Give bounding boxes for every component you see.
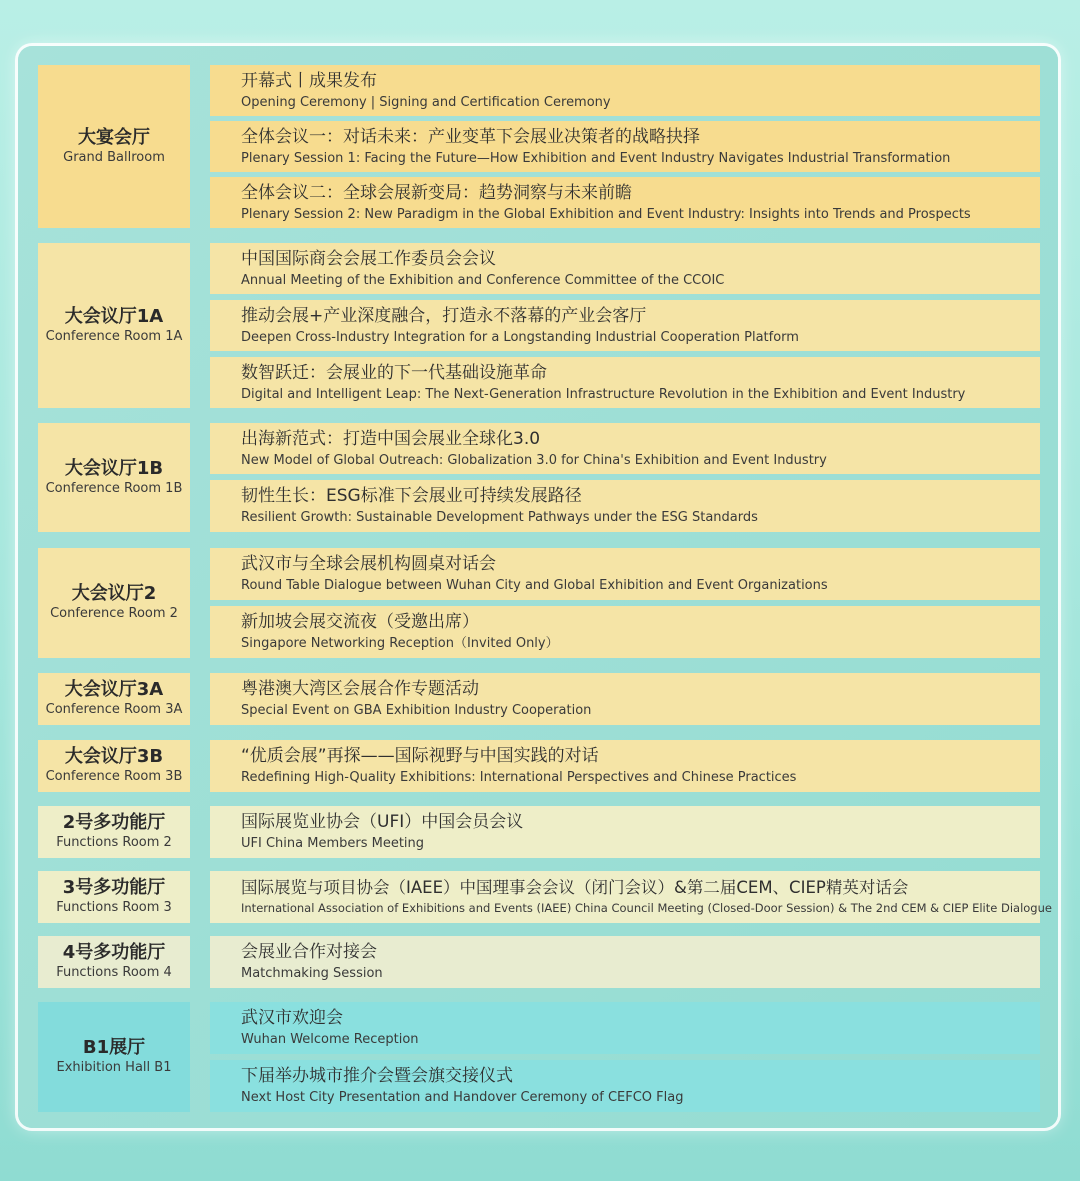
session-item [210,121,1040,172]
room-name-cn: 大宴会厅 [78,126,150,148]
session-title-cn: 下届举办城市推介会暨会旗交接仪式 [241,1066,513,1086]
session-title-cn: 武汉市与全球会展机构圆桌对话会 [241,554,496,574]
room-name-en: Functions Room 2 [56,835,172,850]
room-name-en: Conference Room 1B [45,480,183,496]
session-title-en: Plenary Session 1: Facing the Future—How Exhibition and Event Industry Navigates Industrial Transformation [241,150,951,166]
session-item [210,673,1040,725]
session-title-cn: “优质会展”再探——国际视野与中国实践的对话 [241,746,599,766]
session-item [210,548,1040,600]
session-item [210,423,1040,474]
session-item [210,1060,1040,1112]
session-item [210,1002,1040,1054]
session-title-cn: 国际展览与项目协会（IAEE）中国理事会会议（闭门会议）&第二届CEM、CIEP精英对话会 [241,878,909,897]
session-item [210,243,1040,294]
room-label-conference-room-1b [38,423,190,532]
room-name-en: Functions Room 3 [56,900,172,915]
session-item [210,740,1040,792]
session-item [210,871,1052,923]
room-name-cn: 大会议厅1B [64,457,164,479]
venue-row-functions-room-2 [38,806,1040,858]
room-name-cn: 3号多功能厅 [62,877,166,898]
room-name-en: Exhibition Hall B1 [56,1060,172,1075]
session-title-en: New Model of Global Outreach: Globalization 3.0 for China's Exhibition and Event Industry [241,452,827,468]
session-title-en: Plenary Session 2: New Paradigm in the Global Exhibition and Event Industry: Insights into Trends and Prospects [241,206,971,222]
room-name-en: Grand Ballroom [63,149,165,165]
room-label-functions-room-4 [38,936,190,988]
session-item [210,357,1040,408]
room-label-exhibition-hall-b1 [38,1002,190,1112]
session-title-en: UFI China Members Meeting [241,836,425,851]
session-title-cn: 韧性生长：ESG标准下会展业可持续发展路径 [241,486,582,506]
room-label-functions-room-2 [38,806,190,858]
session-title-en: Singapore Networking Reception（Invited Only） [241,636,559,651]
session-title-cn: 全体会议二：全球会展新变局：趋势洞察与未来前瞻 [241,182,632,203]
room-label-conference-room-3b [38,740,190,792]
session-title-cn: 全体会议一：对话未来：产业变革下会展业决策者的战略抉择 [241,126,700,147]
session-title-cn: 中国国际商会会展工作委员会会议 [241,248,496,269]
session-title-cn: 推动会展+产业深度融合，打造永不落幕的产业会客厅 [241,305,647,326]
venue-row-functions-room-3 [38,871,1052,923]
room-name-cn: 4号多功能厅 [62,942,166,963]
room-label-conference-room-3a [38,673,190,725]
room-name-cn: 大会议厅3B [64,746,164,767]
room-name-cn: 大会议厅3A [64,679,164,700]
session-item [210,606,1040,658]
session-title-cn: 国际展览业协会（UFI）中国会员会议 [241,812,524,832]
session-title-cn: 数智跃迁：会展业的下一代基础设施革命 [241,362,547,383]
session-title-en: Redefining High-Quality Exhibitions: International Perspectives and Chinese Practices [241,770,797,785]
venue-row-conference-room-1b [38,423,1040,532]
session-title-en: Matchmaking Session [241,966,383,981]
session-title-cn: 开幕式丨成果发布 [241,70,377,91]
session-title-cn: 武汉市欢迎会 [241,1008,343,1028]
session-title-cn: 会展业合作对接会 [241,942,377,962]
room-name-en: Functions Room 4 [56,965,172,980]
venue-row-conference-room-1a [38,243,1040,408]
room-name-en: Conference Room 2 [50,606,178,621]
session-title-en: Next Host City Presentation and Handover Ceremony of CEFCO Flag [241,1090,684,1105]
session-title-en: Wuhan Welcome Reception [241,1032,419,1047]
session-item [210,300,1040,351]
venue-row-functions-room-4 [38,936,1040,988]
session-title-en: Round Table Dialogue between Wuhan City and Global Exhibition and Event Organizations [241,578,828,593]
session-title-en: Special Event on GBA Exhibition Industry Cooperation [241,703,592,718]
session-title-cn: 粤港澳大湾区会展合作专题活动 [241,679,479,699]
session-title-cn: 出海新范式：打造中国会展业全球化3.0 [241,428,541,449]
venue-row-conference-room-2 [38,548,1040,658]
session-title-en: Digital and Intelligent Leap: The Next-Generation Infrastructure Revolution in the Exhibition and Event Industry [241,386,966,402]
room-label-conference-room-2 [38,548,190,658]
room-name-cn: 2号多功能厅 [62,812,166,833]
session-item [210,936,1040,988]
session-title-en: Deepen Cross-Industry Integration for a Longstanding Industrial Cooperation Platform [241,329,799,345]
room-name-en: Conference Room 3A [45,702,183,717]
session-title-en: Annual Meeting of the Exhibition and Conference Committee of the CCOIC [241,272,725,288]
room-name-cn: 大会议厅1A [64,305,164,327]
venue-row-grand-ballroom [38,65,1040,228]
venue-row-conference-room-3a [38,673,1040,725]
session-title-en: Opening Ceremony | Signing and Certification Ceremony [241,94,611,110]
room-label-functions-room-3 [38,871,190,923]
session-item [210,177,1040,228]
room-label-conference-room-1a [38,243,190,408]
session-title-en: Resilient Growth: Sustainable Development Pathways under the ESG Standards [241,510,758,525]
session-title-en: International Association of Exhibitions and Events (IAEE) China Council Meeting (Closed-Door Session) & The 2nd CEM & CIEP Elite Dialogue [241,901,1052,915]
session-item [210,65,1040,116]
session-item [210,806,1040,858]
room-label-grand-ballroom [38,65,190,228]
session-item [210,480,1040,532]
room-name-en: Conference Room 3B [45,769,183,784]
room-name-cn: 大会议厅2 [71,583,157,604]
venue-row-conference-room-3b [38,740,1040,792]
session-title-cn: 新加坡会展交流夜（受邀出席） [241,612,479,632]
venue-row-exhibition-hall-b1 [38,1002,1040,1112]
room-name-cn: B1展厅 [82,1037,146,1058]
room-name-en: Conference Room 1A [45,328,183,344]
